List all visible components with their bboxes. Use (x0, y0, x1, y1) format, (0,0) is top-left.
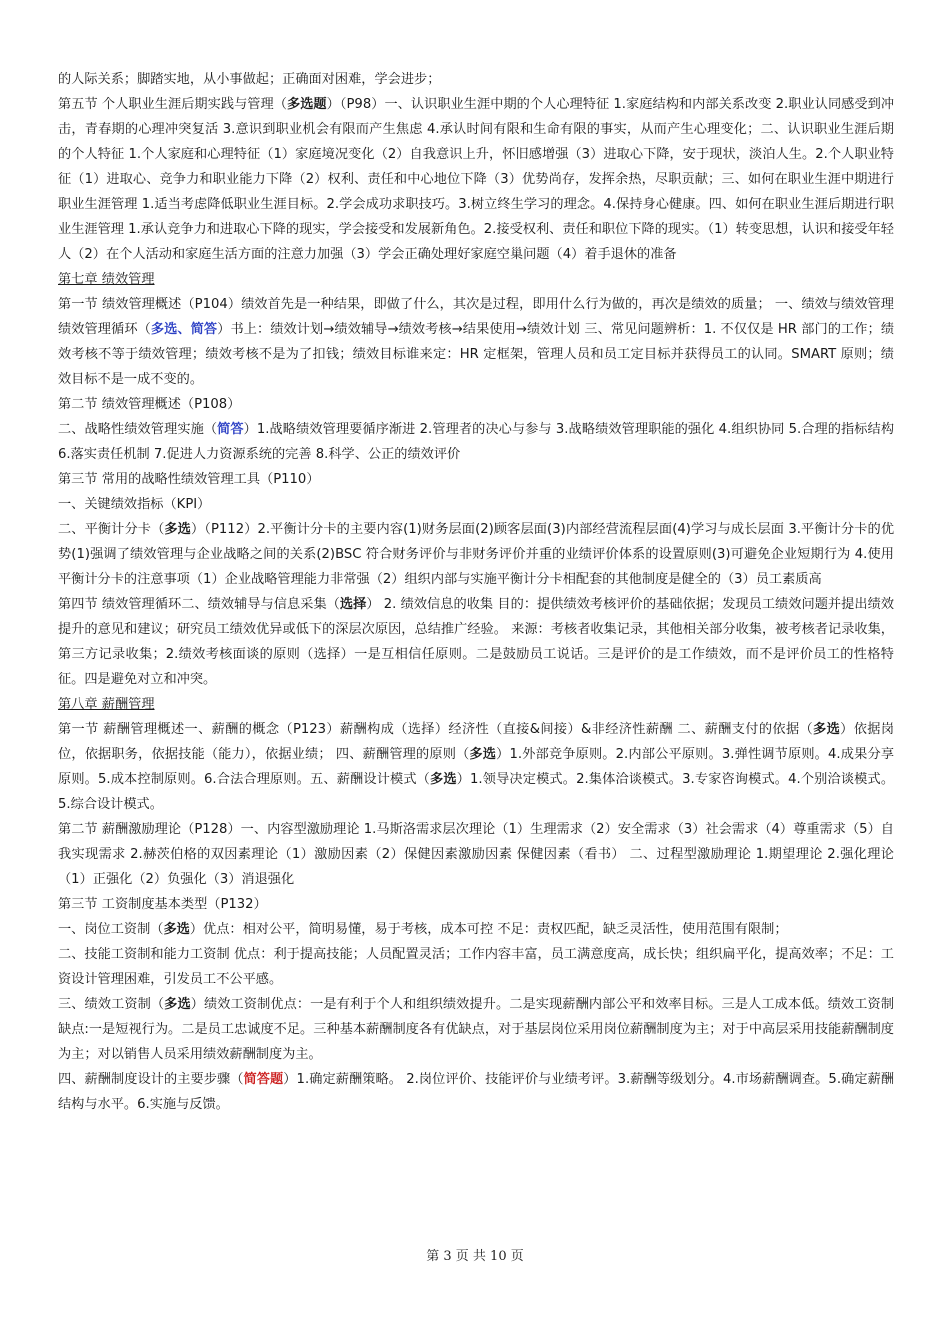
paragraph-text: 第二节 薪酬激励理论（P128）一、内容型激励理论 1.马斯洛需求层次理论（1）生理需求（2）安全需求（3）社会需求（4）尊重需求（5）自我实现需求 2.赫茨伯格的双因素理论（1）激励因素（2）保健因素激励因素 保健因素（看书） 二、过程型激励理论 1.期望理论 2.强化理论（1）正强化（2）负强化（3）消退强化 (58, 822, 894, 887)
document-body (58, 67, 894, 1117)
paragraph-text: 的人际关系；脚踏实地，从小事做起；正确面对困难，学会进步； (58, 72, 441, 87)
paragraph-text: 第三节 常用的战略性绩效管理工具（P110） (58, 472, 320, 487)
paragraph-text: ）1.战略绩效管理要循序渐进 2.管理者的决心与参与 3.战略绩效管理职能的强化 4.组织协同 5.合理的指标结构 6.落实责任机制 7.促进人力资源系统的完善 8.科学、公正的绩效评价 (58, 422, 895, 462)
emphasis-text: 选择 (339, 597, 367, 612)
paragraph (58, 492, 894, 517)
paragraph-text: ）（P98）一、认识职业生涯中期的个人心理特征 1.家庭结构和内部关系改变 2.职业认同感受到冲击，青春期的心理冲突复活 3.意识到职业机会有限而产生焦虑 4.承认时间有限和生命有限的事实，从而产生心理变化；二、认识职业生涯后期的个人特征 1.个人家庭和心理特征（1）家庭境况变化（2）自我意识上升，怀旧感增强（3）进取心下降，安于现状，淡泊人生。2.个人职业特征（1）进取心、竞争力和职业能力下降（2）权利、责任和中心地位下降（3）优势尚存，发挥余热，尽职贡献；三、如何在职业生涯中期进行职业生涯管理 1.适当考虑降低职业生涯目标。2.学会成功求职技巧。3.树立终生学习的理念。4.保持身心健康。四、如何在职业生涯后期进行职业生涯管理 1.承认竞争力和进取心下降的现实，学会接受和发展新角色。2.接受权利、责任和职位下降的现实。（1）转变思想，认识和接受年轻人（2）在个人活动和家庭生活方面的注意力加强（3）学会正确处理好家庭空巢问题（4）着手退休的准备 (58, 97, 895, 262)
emphasis-text: 多选、简答 (150, 322, 218, 337)
emphasis-text: 多选 (469, 747, 497, 762)
paragraph (58, 417, 894, 467)
paragraph-text: 第五节 个人职业生涯后期实践与管理（ (58, 97, 287, 112)
paragraph-text: 四、薪酬制度设计的主要步骤（ (58, 1072, 244, 1087)
paragraph-text: 二、平衡计分卡（ (58, 522, 165, 537)
paragraph-text: ）依据岗位，依据职务，依据技能（能力），依据业绩； 四、薪酬管理的原则（ (58, 722, 895, 762)
paragraph (58, 817, 894, 892)
paragraph-text: 二、技能工资制和能力工资制 优点：利于提高技能；人员配置灵活；工作内容丰富，员工满意度高，成长快；组织扁平化，提高效率；不足：工资设计管理困难，引发员工不公平感。 (58, 947, 894, 987)
paragraph (58, 592, 894, 692)
paragraph (58, 392, 894, 417)
paragraph (58, 992, 894, 1067)
paragraph-text: 一、岗位工资制（ (58, 922, 164, 937)
paragraph-text: 三、绩效工资制（ (58, 997, 165, 1012)
paragraph-text: 第八章 薪酬管理 (58, 697, 155, 712)
emphasis-text: 多选题 (286, 97, 327, 112)
emphasis-text: 简答题 (243, 1072, 284, 1087)
paragraph (58, 717, 894, 817)
paragraph-text: 第一节 薪酬管理概述一、薪酬的概念（P123）薪酬构成（选择）经济性（直接&间接）&非经济性薪酬 二、薪酬支付的依据（ (58, 722, 814, 737)
paragraph-text: ） 2. 绩效信息的收集 目的：提供绩效考核评价的基础依据；发现员工绩效问题并提出绩效提升的意见和建议；研究员工绩效优异或低下的深层次原因，总结推广经验。 来源：考核者收集记录，其他相关部分收集，被考核者记录收集，第三方记录收集；2.绩效考核面谈的原则（选择）一是互相信任原则。二是鼓励员工说话。三是评价的是工作绩效，而不是评价员工的性格特征。四是避免对立和冲突。 (58, 597, 895, 687)
paragraph (58, 892, 894, 917)
paragraph-text: ）1.领导决定模式。2.集体洽谈模式。3.专家咨询模式。4.个别洽谈模式。5.综合设计模式。 (58, 772, 895, 812)
paragraph (58, 917, 894, 942)
paragraph (58, 467, 894, 492)
paragraph-text: ）1.确定薪酬策略。 2.岗位评价、技能评价与业绩考评。3.薪酬等级划分。4.市场薪酬调查。5.确定薪酬结构与水平。6.实施与反馈。 (58, 1072, 895, 1112)
emphasis-text: 多选 (163, 922, 190, 937)
paragraph-text: ）绩效工资制优点：一是有利于个人和组织绩效提升。二是实现薪酬内部公平和效率目标。三是人工成本低。绩效工资制缺点:一是短视行为。二是员工忠诚度不足。三种基本薪酬制度各有优缺点，对于基层岗位采用岗位薪酬制度为主；对于中高层采用技能薪酬制度为主；对以销售人员采用绩效薪酬制度为主。 (58, 997, 895, 1062)
paragraph-text: 第四节 绩效管理循环二、绩效辅导与信息采集（ (58, 597, 340, 612)
paragraph (58, 942, 894, 992)
paragraph-text: ）书上：绩效计划→绩效辅导→绩效考核→结果使用→绩效计划 三、常见问题辨析：1. 不仅仅是 HR 部门的工作；绩效考核不等于绩效管理；绩效考核不是为了扣钱；绩效目标谁来定：HR 定框架，管理人员和员工定目标并获得员工的认同。SMART 原则；绩效目标不是一成不变的。 (58, 322, 895, 387)
emphasis-text: 多选 (164, 522, 191, 537)
paragraph (58, 67, 894, 92)
paragraph-text: 二、战略性绩效管理实施（ (58, 422, 218, 437)
paragraph (58, 92, 894, 267)
chapter-heading (58, 692, 894, 717)
paragraph-text: ）1.外部竞争原则。2.内部公平原则。3.弹性调节原则。4.成果分享原则。5.成本控制原则。6.合法合理原则。五、薪酬设计模式（ (58, 747, 895, 787)
paragraph (58, 517, 894, 592)
emphasis-text: 多选 (164, 997, 191, 1012)
chapter-heading (58, 267, 894, 292)
paragraph-text: 第一节 绩效管理概述（P104）绩效首先是一种结果，即做了什么，其次是过程，即用什么行为做的，再次是绩效的质量； 一、绩效与绩效管理绩效管理循环（ (58, 297, 894, 337)
emphasis-text: 多选 (430, 772, 457, 787)
paragraph (58, 292, 894, 392)
paragraph-text: ）（P112）2.平衡计分卡的主要内容(1)财务层面(2)顾客层面(3)内部经营流程层面(4)学习与成长层面 3.平衡计分卡的优势(1)强调了绩效管理与企业战略之间的关系(2)BSC 符合财务评价与非财务评价并重的业绩评价体系的设置原则(3)可避免企业短期行为 4.使用平衡计分卡的注意事项（1）企业战略管理能力非常强（2）组织内部与实施平衡计分卡相配套的其他制度是健全的（3）员工素质高 (58, 522, 895, 587)
paragraph-text: ）优点：相对公平，简明易懂，易于考核，成本可控 不足：责权匹配，缺乏灵活性，使用范围有限制； (189, 922, 788, 937)
paragraph-text: 一、关键绩效指标（KPI） (58, 497, 211, 512)
paragraph-text: 第二节 绩效管理概述（P108） (58, 397, 241, 412)
paragraph-text: 第三节 工资制度基本类型（P132） (58, 897, 267, 912)
paragraph-text: 第七章 绩效管理 (58, 272, 155, 287)
emphasis-text: 多选 (813, 722, 841, 737)
paragraph (58, 1067, 894, 1117)
emphasis-text: 简答 (217, 422, 244, 437)
page-footer: 第 3 页 共 10 页 (426, 1249, 524, 1264)
